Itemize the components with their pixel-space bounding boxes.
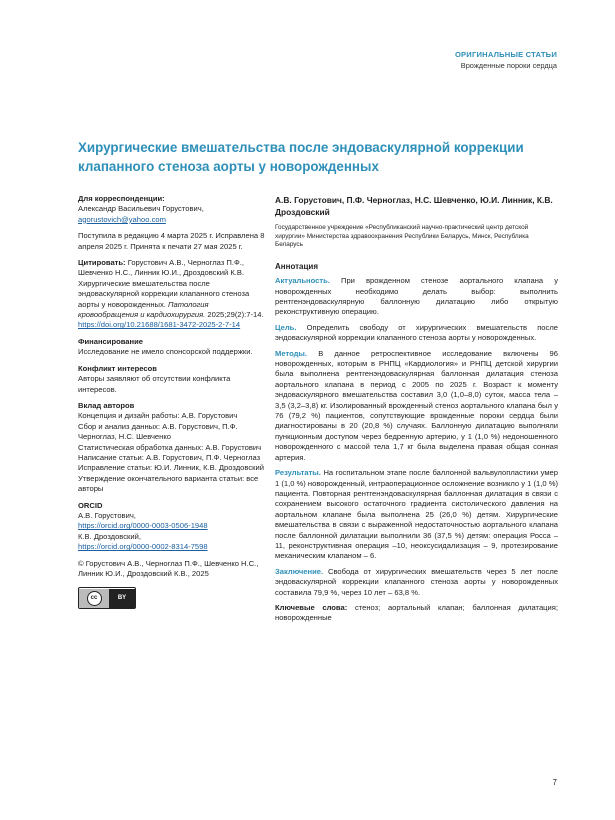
cite-journal: Патология кровообращения и кардиохирургия. bbox=[78, 299, 209, 320]
methods-paragraph bbox=[275, 349, 558, 463]
methods-text: В данное ретроспективное исследование включены 96 новорожденных, которым в РНПЦ «Кардиология» и РНПЦ детской хирургии была выполнена рентгенэндоваскулярная баллонная дилатация стеноза аортального клапана в период с 2005 по 2025 г. Возраст к моменту эндоваскулярного вмешательства составил 3,0 (1,0–8,0) суток, масса тела – 3,5 (3,2–3,8) кг. Изолированный врожденный стеноз аортального клапана был у 76 (79,2 %) пациентов, сопутствующие врожденные пороки сердца были диагностированы в 20 (20,8 %) случаях. Баллонную дилатацию выполняли пункционным доступом через бедренную артерию, у 1 (1,0 %) недоношенного новорожденного с массой тела 1,7 кг была выделена правая общая сонная артерия. bbox=[275, 348, 558, 462]
contrib-heading: Вклад авторов bbox=[78, 400, 135, 410]
conflict-block bbox=[78, 364, 266, 395]
copyright-text: © Горустович А.В., Черноглаз П.Ф., Шевченко Н.С., Линник Ю.И., Дроздовский К.В., 2025 bbox=[78, 558, 259, 578]
subsection-label: Врожденные пороки сердца bbox=[460, 61, 557, 70]
funding-block bbox=[78, 337, 266, 358]
received-dates: Поступила в редакцию 4 марта 2025 г. Исправлена 8 апреля 2025 г. Принята к печати 27 мая 2025 г. bbox=[78, 231, 265, 251]
funding-heading: Финансирование bbox=[78, 336, 143, 346]
contrib-item: Исправление статьи: Ю.И. Линник, К.В. Дроздовский bbox=[78, 463, 264, 473]
main-column bbox=[275, 194, 558, 629]
running-header bbox=[455, 50, 557, 70]
methods-label: Методы. bbox=[275, 348, 308, 358]
by-label: BY bbox=[117, 595, 127, 602]
correspondence-heading: Для корреспонденции: bbox=[78, 194, 165, 203]
by-icon bbox=[109, 589, 135, 608]
relevance-text: При врожденном стенозе аортального клапана у новорожденных необходимо делать выбор: выполнить рентгенэндоваскулярную баллонную дилатацию либо открытую реконструктивную операцию. bbox=[275, 276, 558, 317]
keywords-paragraph bbox=[275, 603, 558, 624]
results-label: Результаты. bbox=[275, 468, 321, 478]
cite-heading: Цитировать: bbox=[78, 258, 126, 268]
affiliation: Государственное учреждение «Республиканский научно-практический центр детской хирургии» Министерства здравоохранения Республики Беларусь, Минск, Республика Беларусь bbox=[275, 224, 529, 249]
page-number: 7 bbox=[552, 778, 557, 787]
contrib-item: Статистическая обработка данных: А.В. Горустович bbox=[78, 442, 262, 452]
contrib-item: Концепция и дизайн работы: А.В. Горустович bbox=[78, 411, 238, 421]
conclusion-label: Заключение. bbox=[275, 566, 324, 576]
correspondence-email-link[interactable]: agorustovich@yahoo.com bbox=[78, 214, 166, 224]
citation-block bbox=[78, 258, 266, 331]
conflict-text: Авторы заявляют об отсутствии конфликта интересов. bbox=[78, 374, 231, 394]
relevance-label: Актуальность. bbox=[275, 276, 330, 286]
keywords-text: стеноз; аортальный клапан; баллонная дилатация; новорожденные bbox=[275, 602, 558, 623]
orcid-name: К.В. Дроздовский, bbox=[78, 531, 141, 541]
contrib-item: Сбор и анализ данных: А.В. Горустович, П.Ф. Черноглаз, Н.С. Шевченко bbox=[78, 421, 238, 442]
article-title: Хирургические вмешательства после эндоваскулярной коррекции клапанного стеноза аорты у новорожденных bbox=[78, 140, 524, 174]
correspondence-name: Александр Васильевич Горустович, bbox=[78, 204, 204, 214]
annotation-heading: Аннотация bbox=[275, 261, 318, 271]
sidebar-metadata bbox=[78, 194, 266, 609]
results-paragraph bbox=[275, 468, 558, 562]
orcid-heading: ORCID bbox=[78, 500, 103, 510]
aim-text: Определить свободу от хирургических вмешательств после эндоваскулярной коррекции клапанного стеноза аорты у новорожденных. bbox=[275, 322, 558, 343]
conclusion-paragraph bbox=[275, 567, 558, 598]
aim-paragraph bbox=[275, 323, 558, 344]
results-text: На госпитальном этапе после баллонной вальвулопластики умер 1 (1,0 %) новорожденный, интраоперационное осложнение возникло у 1 (1,0 %) пациента. Повторная рентгенэндоваскулярная баллонная дилатация в связи с сохранением высокого остаточного градиента систолического давления на аортальном клапане была выполнена 25 (26,0 %) детям. Хирургические вмешательства в связи с выраженной недостаточностью аортального клапана после баллонной дилатации выполнили 36 (37,5 %) детям: операция Росса – 11, реконструктивная операция –10, неоксусидализация – 9, протезирование механическим клапаном – 6. bbox=[275, 468, 558, 561]
conflict-heading: Конфликт интересов bbox=[78, 363, 157, 373]
conclusion-text: Свобода от хирургических вмешательств через 5 лет после эндоваскулярной коррекции клапанного стеноза аорты у новорожденных составила 79,9 %, через 10 лет – 63,8 %. bbox=[275, 566, 558, 597]
correspondence-block bbox=[78, 194, 266, 225]
cc-icon bbox=[79, 589, 109, 608]
orcid-link[interactable]: https://orcid.org/0000-0002-8314-7598 bbox=[78, 542, 208, 552]
cc-by-license-badge[interactable] bbox=[78, 587, 136, 609]
contrib-item: Утверждение окончательного варианта статьи: все авторы bbox=[78, 473, 259, 494]
keywords-label: Ключевые слова: bbox=[275, 602, 348, 612]
cite-text: Горустович А.В., Черноглаз П.Ф., Шевченко Н.С., Линник Ю.И., Дроздовский К.В. Хирургические вмешательства после эндоваскулярной коррекции клапанного стеноза аорты у новорожденных. bbox=[78, 258, 250, 309]
cite-details: 2025;29(2):7-14. bbox=[207, 310, 264, 320]
aim-label: Цель. bbox=[275, 322, 297, 332]
relevance-paragraph bbox=[275, 276, 558, 318]
cc-circle: cc bbox=[87, 591, 102, 606]
funding-text: Исследование не имело спонсорской поддержки. bbox=[78, 347, 253, 357]
doi-link[interactable]: https://doi.org/10.21688/1681-3472-2025-2-7-14 bbox=[78, 320, 241, 330]
orcid-block bbox=[78, 501, 266, 553]
orcid-link[interactable]: https://orcid.org/0000-0003-0506-1948 bbox=[78, 521, 208, 531]
contrib-item: Написание статьи: А.В. Горустович, П.Ф. Черноглаз bbox=[78, 452, 261, 462]
section-label: ОРИГИНАЛЬНЫЕ СТАТЬИ bbox=[454, 50, 557, 59]
author-list: А.В. Горустович, П.Ф. Черноглаз, Н.С. Шевченко, Ю.И. Линник, К.В. Дроздовский bbox=[275, 195, 553, 217]
contrib-block bbox=[78, 401, 266, 495]
orcid-name: А.В. Горустович, bbox=[78, 510, 136, 520]
